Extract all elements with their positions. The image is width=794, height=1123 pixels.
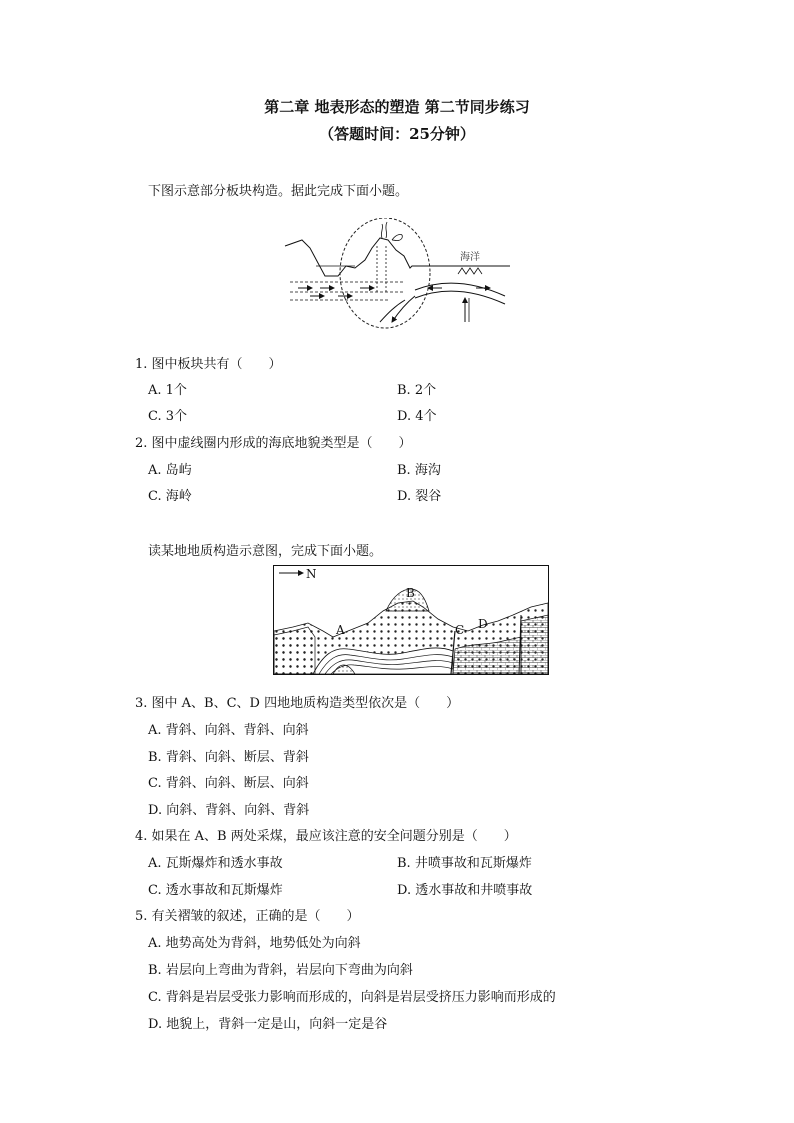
q3-option-a[interactable]: A. 背斜、向斜、背斜、向斜 [148, 723, 309, 738]
q4-option-c[interactable]: C. 透水事故和瓦斯爆炸 [148, 883, 283, 898]
page-title: 第二章 地表形态的塑造 第二节同步练习 [264, 98, 530, 116]
question-5: 5. 有关褶皱的叙述，正确的是（ ） [135, 909, 360, 924]
q3-option-c[interactable]: C. 背斜、向斜、断层、向斜 [148, 776, 309, 791]
q3-option-b[interactable]: B. 背斜、向斜、断层、背斜 [148, 750, 309, 765]
q3-option-d[interactable]: D. 向斜、背斜、向斜、背斜 [148, 803, 310, 818]
q2-option-d[interactable]: D. 裂谷 [397, 489, 442, 504]
q2-option-b[interactable]: B. 海沟 [397, 463, 441, 478]
q4-option-b[interactable]: B. 井喷事故和瓦斯爆炸 [397, 856, 532, 871]
label-d: D [478, 617, 488, 631]
q2-option-c[interactable]: C. 海岭 [148, 489, 192, 504]
q1-option-c[interactable]: C. 3个 [148, 409, 188, 424]
q1-option-a[interactable]: A. 1个 [148, 383, 187, 398]
q4-option-a[interactable]: A. 瓦斯爆炸和透水事故 [148, 856, 283, 871]
q5-option-b[interactable]: B. 岩层向上弯曲为背斜，岩层向下弯曲为向斜 [148, 963, 413, 978]
question-4: 4. 如果在 A、B 两处采煤，最应该注意的安全问题分别是（ ） [135, 829, 517, 844]
north-label: N [306, 567, 317, 581]
section2-intro: 读某地地质构造示意图，完成下面小题。 [148, 544, 383, 559]
question-2: 2. 图中虚线圈内形成的海底地貌类型是（ ） [135, 436, 412, 451]
page-subtitle: （答题时间：25分钟） [319, 125, 475, 143]
q5-option-a[interactable]: A. 地势高处为背斜，地势低处为向斜 [148, 936, 361, 951]
q5-option-d[interactable]: D. 地貌上，背斜一定是山，向斜一定是谷 [148, 1017, 388, 1032]
plate-tectonics-figure [280, 218, 515, 333]
label-b: B [406, 586, 415, 600]
q1-option-b[interactable]: B. 2个 [397, 383, 437, 398]
geologic-structure-figure [273, 565, 549, 675]
ocean-label: 海洋 [460, 252, 480, 263]
q4-option-d[interactable]: D. 透水事故和井喷事故 [397, 883, 533, 898]
q2-option-a[interactable]: A. 岛屿 [148, 463, 192, 478]
question-1: 1. 图中板块共有（ ） [135, 357, 282, 372]
label-a: A [336, 623, 345, 637]
section1-intro: 下图示意部分板块构造。据此完成下面小题。 [148, 184, 409, 199]
q5-option-c[interactable]: C. 背斜是岩层受张力影响而形成的，向斜是岩层受挤压力影响而形成的 [148, 990, 556, 1005]
question-3: 3. 图中 A、B、C、D 四地地质构造类型依次是（ ） [135, 696, 460, 711]
q1-option-d[interactable]: D. 4个 [397, 409, 437, 424]
label-c: C [455, 623, 465, 637]
